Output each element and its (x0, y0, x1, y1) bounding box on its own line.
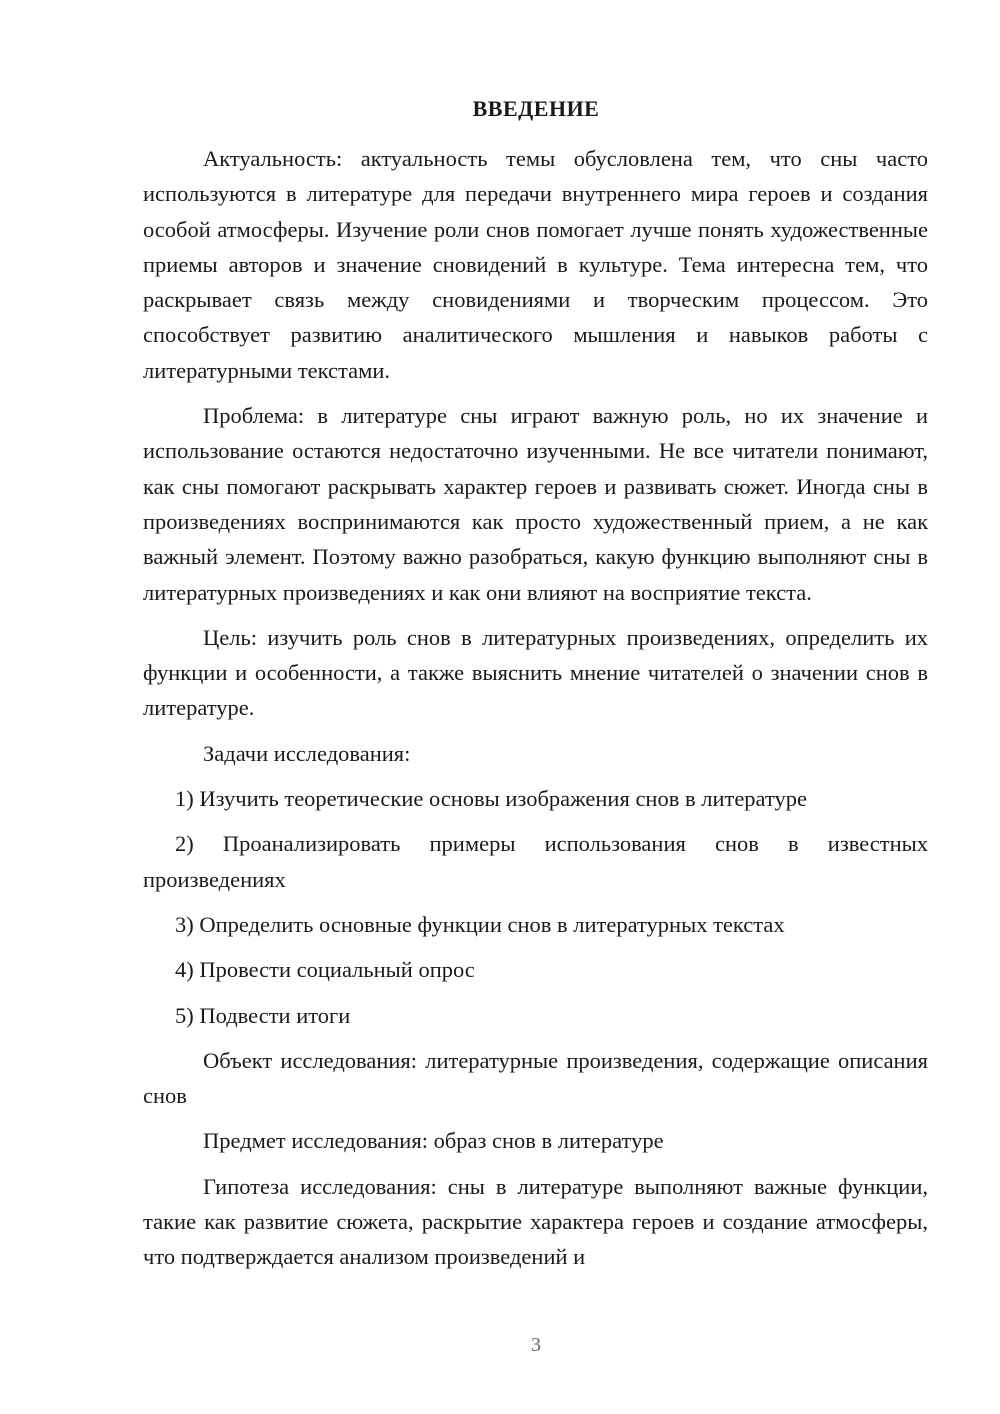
task-item-1: 1) Изучить теоретические основы изображения снов в литературе (175, 786, 807, 812)
body-text (143, 141, 928, 1275)
task-item-4: 4) Провести социальный опрос (175, 957, 475, 983)
paragraph-subject: Предмет исследования: образ снов в литературе (203, 1128, 664, 1154)
paragraph-hypothesis: Гипотеза исследования: сны в литературе выполняют важные функции, такие как развитие сюжета, раскрытие характера героев и создание атмосферы, что подтверждается анализом произведений и (143, 1173, 928, 1270)
page-title: ВВЕДЕНИЕ (472, 96, 600, 121)
task-item-3: 3) Определить основные функции снов в литературных текстах (175, 911, 785, 937)
task-item-5: 5) Подвести итоги (175, 1002, 351, 1028)
paragraph-relevance: Актуальность: актуальность темы обусловлена тем, что сны часто используются в литературе для передачи внутреннего мира героев и создания особой атмосферы. Изучение роли снов помогает лучше понять художественные приемы авторов и значение сновидений в культуре. Тема интересна тем, что раскрывает связь между сновидениями и творческим процессом. Это способствует развитию аналитического мышления и навыков работы с литературными текстами. (143, 146, 928, 383)
paragraph-object: Объект исследования: литературные произведения, содержащие описания снов (143, 1047, 928, 1109)
page-number: 3 (531, 1334, 541, 1356)
paragraph-goal: Цель: изучить роль снов в литературных произведениях, определить их функции и особенности, а также выяснить мнение читателей о значении снов в литературе. (143, 624, 928, 721)
paragraph-tasks-heading: Задачи исследования: (203, 740, 411, 766)
task-item-2: 2) Проанализировать примеры использования снов в известных произведениях (143, 831, 928, 892)
paragraph-problem: Проблема: в литературе сны играют важную роль, но их значение и использование остаются недостаточно изученными. Не все читатели понимают, как сны помогают раскрывать характер героев и развивать сюжет. Иногда сны в произведениях воспринимаются как просто художественный прием, а не как важный элемент. Поэтому важно разобраться, какую функцию выполняют сны в литературных произведениях и как они влияют на восприятие текста. (143, 403, 928, 605)
